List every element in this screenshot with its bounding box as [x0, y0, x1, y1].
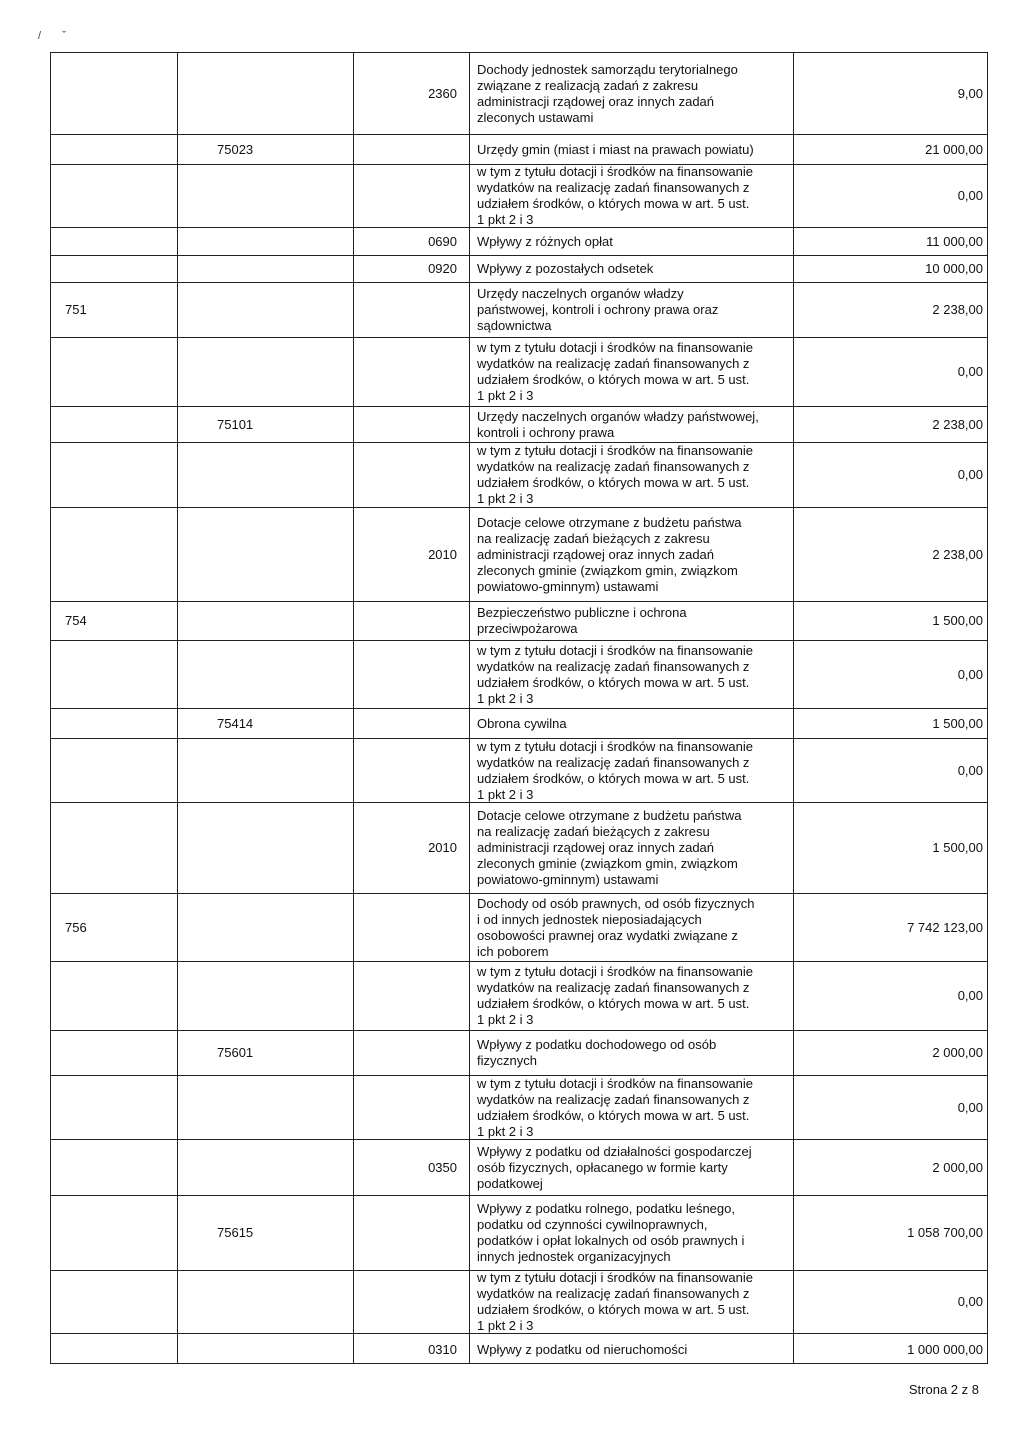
dzial-cell [51, 338, 177, 406]
rozdzial-cell [177, 1140, 353, 1195]
table-row [51, 338, 987, 407]
table-row [51, 1334, 987, 1365]
rozdzial-cell [177, 228, 353, 255]
dzial-cell [51, 256, 177, 282]
scan-marks: / ˘ [38, 30, 67, 42]
rozdzial-cell [177, 1271, 353, 1333]
amount-cell: 10 000,00 [925, 261, 983, 276]
paragraf-cell [353, 283, 469, 337]
dzial-cell [51, 1196, 177, 1270]
name-cell: Dotacje celowe otrzymane z budżetu państwa na realizację zadań bieżących z zakresu administracji rządowej oraz innych zadań zleconych gminie (związkom gmin, związkom powiatowo-gminnym) ustawami [477, 514, 742, 594]
amount-cell: 0,00 [957, 666, 983, 682]
rozdzial-cell: 75414 [217, 715, 254, 731]
name-cell: Dotacje celowe otrzymane z budżetu państwa na realizację zadań bieżących z zakresu administracji rządowej oraz innych zadań zleconych gminie (związkom gmin, związkom powiatowo-gminnym) ustawami [477, 808, 742, 887]
table-row [51, 1031, 987, 1076]
table-row [51, 283, 987, 338]
amount-cell: 2 238,00 [932, 302, 983, 317]
paragraf-cell: 2360 [428, 85, 457, 101]
table-row [51, 709, 987, 739]
dzial-cell: 751 [65, 302, 87, 317]
rozdzial-cell [177, 443, 353, 507]
paragraf-cell [353, 602, 469, 640]
table-row [51, 641, 987, 709]
dzial-cell [51, 508, 177, 601]
name-cell: Wpływy z pozostałych odsetek [477, 261, 654, 276]
paragraf-cell [353, 709, 469, 738]
table-row [51, 803, 987, 894]
amount-cell: 0,00 [957, 1294, 983, 1309]
rozdzial-cell [177, 894, 353, 961]
paragraf-cell [353, 894, 469, 961]
name-cell: Wpływy z różnych opłat [477, 233, 613, 249]
paragraf-cell [353, 641, 469, 708]
table-row [51, 165, 987, 228]
budget-table [50, 52, 988, 1364]
amount-cell: 1 500,00 [932, 715, 983, 731]
amount-cell: 0,00 [957, 762, 983, 778]
rozdzial-cell [177, 803, 353, 893]
rozdzial-cell: 75101 [217, 416, 254, 432]
table-row [51, 1196, 987, 1271]
dzial-cell: 756 [65, 919, 87, 935]
table-row [51, 894, 987, 962]
rozdzial-cell: 75615 [217, 1225, 254, 1240]
paragraf-cell: 2010 [428, 546, 457, 562]
table-row [51, 228, 987, 256]
dzial-cell [51, 135, 177, 164]
dzial-cell [51, 641, 177, 708]
table-row [51, 508, 987, 602]
paragraf-cell [353, 1196, 469, 1270]
paragraf-cell [353, 135, 469, 164]
amount-cell: 0,00 [957, 364, 983, 379]
paragraf-cell: 0920 [428, 261, 457, 276]
name-cell: w tym z tytułu dotacji i środków na finansowanie wydatków na realizację zadań finansowanych z udziałem środków, o których mowa w art. 5 ust. 1 pkt 2 i 3 [477, 443, 754, 506]
rozdzial-cell [177, 739, 353, 802]
rozdzial-cell [177, 508, 353, 601]
table-row [51, 53, 987, 135]
paragraf-cell [353, 338, 469, 406]
paragraf-cell [353, 443, 469, 507]
table-row [51, 1140, 987, 1196]
name-cell: w tym z tytułu dotacji i środków na finansowanie wydatków na realizację zadań finansowanych z udziałem środków, o których mowa w art. 5 ust. 1 pkt 2 i 3 [477, 738, 754, 802]
name-cell: Dochody od osób prawnych, od osób fizycznych i od innych jednostek nieposiadających osobowości prawnej oraz wydatki związane z ich poborem [477, 895, 755, 959]
dzial-cell [51, 228, 177, 255]
paragraf-cell [353, 962, 469, 1030]
table-row [51, 407, 987, 443]
amount-cell: 0,00 [957, 988, 983, 1003]
amount-cell: 11 000,00 [926, 233, 983, 249]
name-cell: w tym z tytułu dotacji i środków na finansowanie wydatków na realizację zadań finansowanych z udziałem środków, o których mowa w art. 5 ust. 1 pkt 2 i 3 [477, 340, 754, 403]
dzial-cell [51, 1076, 177, 1139]
table-row [51, 739, 987, 803]
rozdzial-cell [177, 283, 353, 337]
paragraf-cell: 0690 [428, 233, 457, 249]
rozdzial-cell [177, 602, 353, 640]
paragraf-cell [353, 165, 469, 227]
rozdzial-cell: 75601 [217, 1045, 254, 1060]
paragraf-cell [353, 739, 469, 802]
name-cell: Urzędy naczelnych organów władzy państwowej, kontroli i ochrony prawa oraz sądownictwa [477, 286, 719, 333]
dzial-cell [51, 53, 177, 134]
amount-cell: 0,00 [957, 188, 983, 203]
name-cell: Wpływy z podatku dochodowego od osób fizycznych [477, 1037, 717, 1068]
name-cell: Wpływy z podatku od nieruchomości [477, 1341, 688, 1357]
rozdzial-cell [177, 1334, 353, 1365]
paragraf-cell: 2010 [428, 840, 457, 855]
dzial-cell [51, 165, 177, 227]
amount-cell: 2 238,00 [932, 416, 983, 432]
paragraf-cell [353, 1271, 469, 1333]
paragraf-cell [353, 407, 469, 442]
name-cell: w tym z tytułu dotacji i środków na finansowanie wydatków na realizację zadań finansowanych z udziałem środków, o których mowa w art. 5 ust. 1 pkt 2 i 3 [477, 642, 754, 706]
rozdzial-cell [177, 165, 353, 227]
name-cell: Obrona cywilna [477, 715, 567, 731]
table-row [51, 1076, 987, 1140]
rozdzial-cell [177, 256, 353, 282]
table-row [51, 1271, 987, 1334]
dzial-cell [51, 739, 177, 802]
table-row [51, 443, 987, 508]
dzial-cell [51, 1031, 177, 1075]
rozdzial-cell [177, 338, 353, 406]
amount-cell: 9,00 [957, 85, 983, 101]
amount-cell: 2 000,00 [932, 1159, 983, 1175]
name-cell: Bezpieczeństwo publiczne i ochrona przeciwpożarowa [477, 605, 687, 636]
amount-cell: 0,00 [957, 1099, 983, 1115]
name-cell: Urzędy gmin (miast i miast na prawach powiatu) [477, 141, 754, 157]
paragraf-cell: 0350 [428, 1159, 457, 1175]
dzial-cell: 754 [65, 613, 87, 628]
dzial-cell [51, 443, 177, 507]
name-cell: Wpływy z podatku rolnego, podatku leśnego, podatku od czynności cywilnoprawnych, podatków i opłat lokalnych od osób prawnych i innych jednostek organizacyjnych [477, 1201, 745, 1264]
paragraf-cell [353, 1076, 469, 1139]
table-row [51, 256, 987, 283]
amount-cell: 1 000 000,00 [907, 1341, 983, 1357]
table-row [51, 962, 987, 1031]
table-row [51, 135, 987, 165]
dzial-cell [51, 1271, 177, 1333]
amount-cell: 21 000,00 [925, 141, 983, 157]
paragraf-cell: 0310 [428, 1341, 457, 1357]
dzial-cell [51, 407, 177, 442]
name-cell: w tym z tytułu dotacji i środków na finansowanie wydatków na realizację zadań finansowanych z udziałem środków, o których mowa w art. 5 ust. 1 pkt 2 i 3 [477, 164, 754, 227]
dzial-cell [51, 1140, 177, 1195]
amount-cell: 2 000,00 [932, 1045, 983, 1060]
dzial-cell [51, 1334, 177, 1365]
table-row [51, 602, 987, 641]
amount-cell: 1 058 700,00 [907, 1225, 983, 1240]
amount-cell: 1 500,00 [932, 840, 983, 855]
name-cell: Urzędy naczelnych organów władzy państwowej, kontroli i ochrony prawa [477, 408, 759, 440]
name-cell: w tym z tytułu dotacji i środków na finansowanie wydatków na realizację zadań finansowanych z udziałem środków, o których mowa w art. 5 ust. 1 pkt 2 i 3 [477, 1075, 754, 1139]
dzial-cell [51, 709, 177, 738]
rozdzial-cell: 75023 [217, 141, 254, 157]
amount-cell: 7 742 123,00 [907, 919, 983, 935]
amount-cell: 2 238,00 [932, 546, 983, 562]
rozdzial-cell [177, 641, 353, 708]
name-cell: w tym z tytułu dotacji i środków na finansowanie wydatków na realizację zadań finansowanych z udziałem środków, o których mowa w art. 5 ust. 1 pkt 2 i 3 [477, 1270, 754, 1333]
page-number: Strona 2 z 8 [908, 1382, 979, 1397]
dzial-cell [51, 962, 177, 1030]
name-cell: w tym z tytułu dotacji i środków na finansowanie wydatków na realizację zadań finansowanych z udziałem środków, o których mowa w art. 5 ust. 1 pkt 2 i 3 [477, 964, 754, 1027]
amount-cell: 1 500,00 [932, 613, 983, 628]
name-cell: Dochody jednostek samorządu terytorialnego związane z realizacją zadań z zakresu administracji rządowej oraz innych zadań zleconych ustawami [477, 61, 738, 125]
amount-cell: 0,00 [957, 467, 983, 482]
rozdzial-cell [177, 962, 353, 1030]
rozdzial-cell [177, 53, 353, 134]
paragraf-cell [353, 1031, 469, 1075]
rozdzial-cell [177, 1076, 353, 1139]
dzial-cell [51, 803, 177, 893]
name-cell: Wpływy z podatku od działalności gospodarczej osób fizycznych, opłacanego w formie karty podatkowej [477, 1143, 752, 1191]
